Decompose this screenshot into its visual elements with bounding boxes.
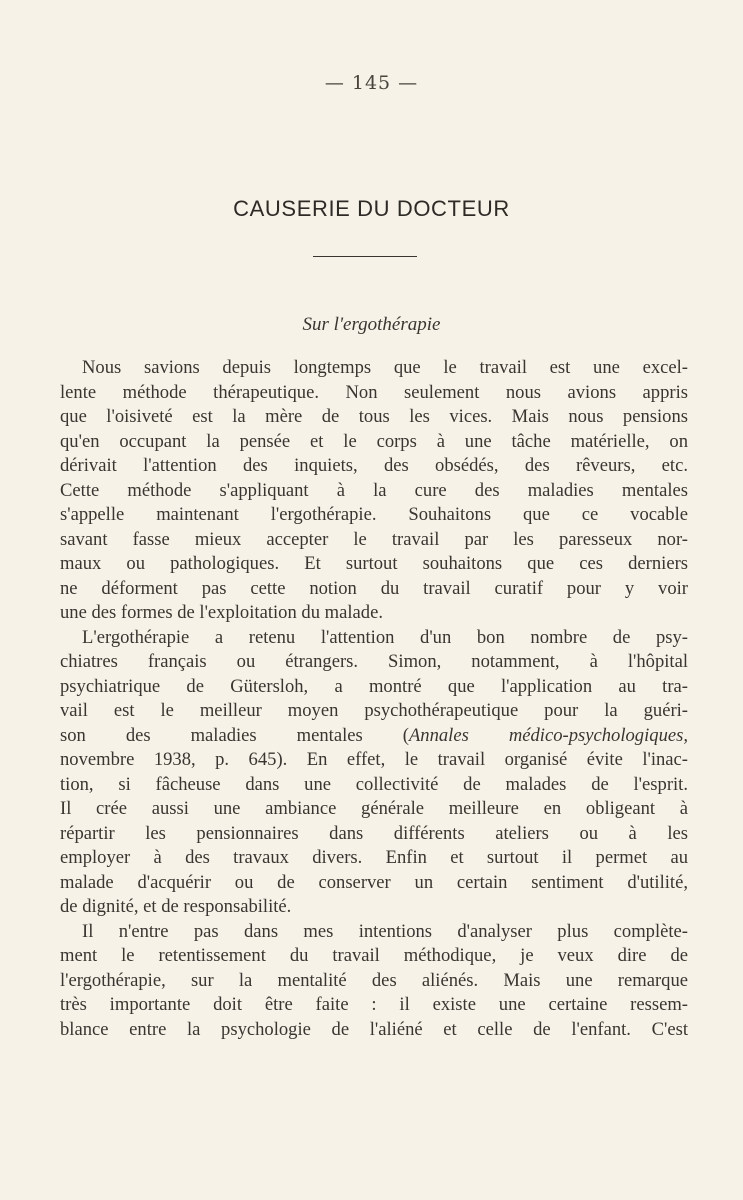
text-line: Cette méthode s'appliquant à la cure des maladies mentales [60, 479, 688, 501]
text-line: que l'oisiveté est la mère de tous les vices. Mais nous pensions [60, 406, 688, 427]
text-line: Nous savions depuis longtemps que le travail est une excel- [82, 357, 688, 378]
journal-citation: Annales médico-psychologiques, [408, 724, 688, 746]
text-line: Il crée aussi une ambiance générale meilleure en obligeant à [60, 798, 688, 819]
text-line: lente méthode thérapeutique. Non seulement nous avions appris [60, 381, 688, 403]
text-line: savant fasse mieux accepter le travail par les paresseux nor- [60, 528, 688, 550]
text-line: dérivait l'attention des inquiets, des obsédés, des rêveurs, etc. [60, 455, 688, 476]
text-line: ne déforment pas cette notion du travail curatif pour y voir [60, 577, 688, 599]
text-line: répartir les pensionnaires dans différents ateliers ou à les [60, 822, 688, 844]
text-line: vail est le meilleur moyen psychothérapeutique pour la guéri- [60, 700, 688, 721]
text-line: une des formes de l'exploitation du malade. [60, 602, 383, 623]
text-line: L'ergothérapie a retenu l'attention d'un bon nombre de psy- [82, 626, 688, 648]
article-subtitle: Sur l'ergothérapie [302, 314, 441, 335]
article-body [60, 356, 688, 1042]
text-line: novembre 1938, p. 645). En effet, le travail organisé évite l'inac- [60, 749, 688, 770]
text-line: l'ergothérapie, sur la mentalité des aliénés. Mais une remarque [60, 969, 688, 991]
text-line: psychiatrique de Gütersloh, a montré que l'application au tra- [60, 675, 688, 697]
page-number: — 145 — [324, 72, 419, 94]
text-line-with-citation [60, 724, 688, 749]
text-line: maux ou pathologiques. Et surtout souhaitons que ces derniers [60, 553, 688, 574]
text-line: malade d'acquérir ou de conserver un certain sentiment d'utilité, [60, 871, 688, 893]
text-line: ment le retentissement du travail méthodique, je veux dire de [60, 945, 688, 966]
text-line: tion, si fâcheuse dans une collectivité de malades de l'esprit. [60, 773, 688, 795]
article-title: CAUSERIE DU DOCTEUR [233, 196, 510, 221]
text-line: très importante doit être faite : il existe une certaine ressem- [60, 994, 688, 1015]
text-line: qu'en occupant la pensée et le corps à une tâche matérielle, on [60, 430, 688, 452]
text-fragment: son des maladies mentales ( [60, 724, 409, 746]
title-divider [313, 256, 417, 257]
text-line: de dignité, et de responsabilité. [60, 896, 292, 917]
text-line: chiatres français ou étrangers. Simon, notamment, à l'hôpital [60, 651, 688, 672]
text-line: s'appelle maintenant l'ergothérapie. Souhaitons que ce vocable [60, 504, 688, 525]
text-line: Il n'entre pas dans mes intentions d'analyser plus complète- [82, 920, 688, 942]
text-line: employer à des travaux divers. Enfin et surtout il permet au [60, 847, 688, 868]
text-line: blance entre la psychologie de l'aliéné et celle de l'enfant. C'est [60, 1018, 688, 1040]
